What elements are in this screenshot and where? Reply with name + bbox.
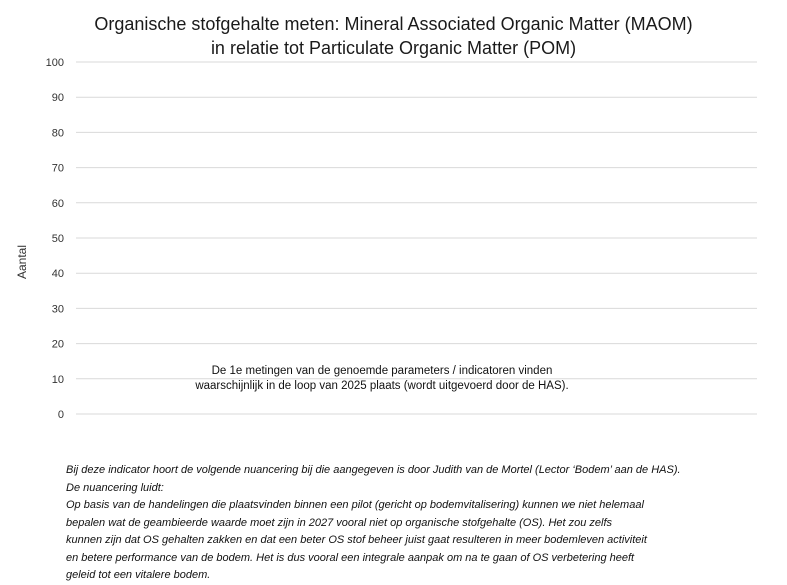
y-tick-label-100: 100 <box>45 57 64 69</box>
footnote-line-3: Op basis van de handelingen die plaatsvinden binnen een pilot (gericht op bodemvitalisering) kunnen we niet helemaal <box>66 499 644 511</box>
y-tick-label-20: 20 <box>51 338 64 351</box>
chart-note <box>170 364 594 394</box>
y-tick-label-80: 80 <box>51 127 64 140</box>
y-tick-label-50: 50 <box>51 233 64 245</box>
footnote-line-1: Bij deze indicator hoort de volgende nuancering bij die aangegeven is door Judith van de Mortel (Lector ‘Bodem’ aan de HAS). <box>66 464 681 476</box>
footnote-line-6: en betere performance van de bodem. Het is dus vooral een integrale aanpak om na te gaan of OS verbetering heeft <box>66 551 635 564</box>
y-tick-label-40: 40 <box>51 268 64 281</box>
chart-note-line-2: waarschijnlijk in de loop van 2025 plaats (wordt uitgevoerd door de HAS). <box>195 380 569 392</box>
chart-note-line-1: De 1e metingen van de genoemde parameters / indicatoren vinden <box>211 365 553 377</box>
y-tick-label-0: 0 <box>57 409 64 421</box>
footnote-line-7: geleid tot een vitalere bodem. <box>66 569 211 581</box>
y-axis-label: Aantal <box>15 244 29 280</box>
footnote-line-2: De nuancering luidt: <box>66 481 164 494</box>
chart-title-line-1: Organische stofgehalte meten: Mineral Associated Organic Matter (MAOM) <box>94 14 693 34</box>
y-tick-label-30: 30 <box>51 303 64 316</box>
chart-title-line-2: in relatie tot Particulate Organic Matter (POM) <box>210 38 577 58</box>
y-tick-label-70: 70 <box>51 162 64 175</box>
footnote-line-4: bepalen wat de geambieerde waarde moet zijn in 2027 vooral niet op organische stofgehalte (OS). Het zou zelfs <box>66 516 613 529</box>
footnote-line-5: kunnen zijn dat OS gehalten zakken en dat een beter OS stof beheer juist gaat resulteren in meer bodemleven activiteit <box>66 534 647 546</box>
y-tick-label-90: 90 <box>51 92 64 105</box>
y-tick-label-10: 10 <box>51 373 64 386</box>
footnote <box>66 462 766 585</box>
y-tick-label-60: 60 <box>51 197 64 210</box>
